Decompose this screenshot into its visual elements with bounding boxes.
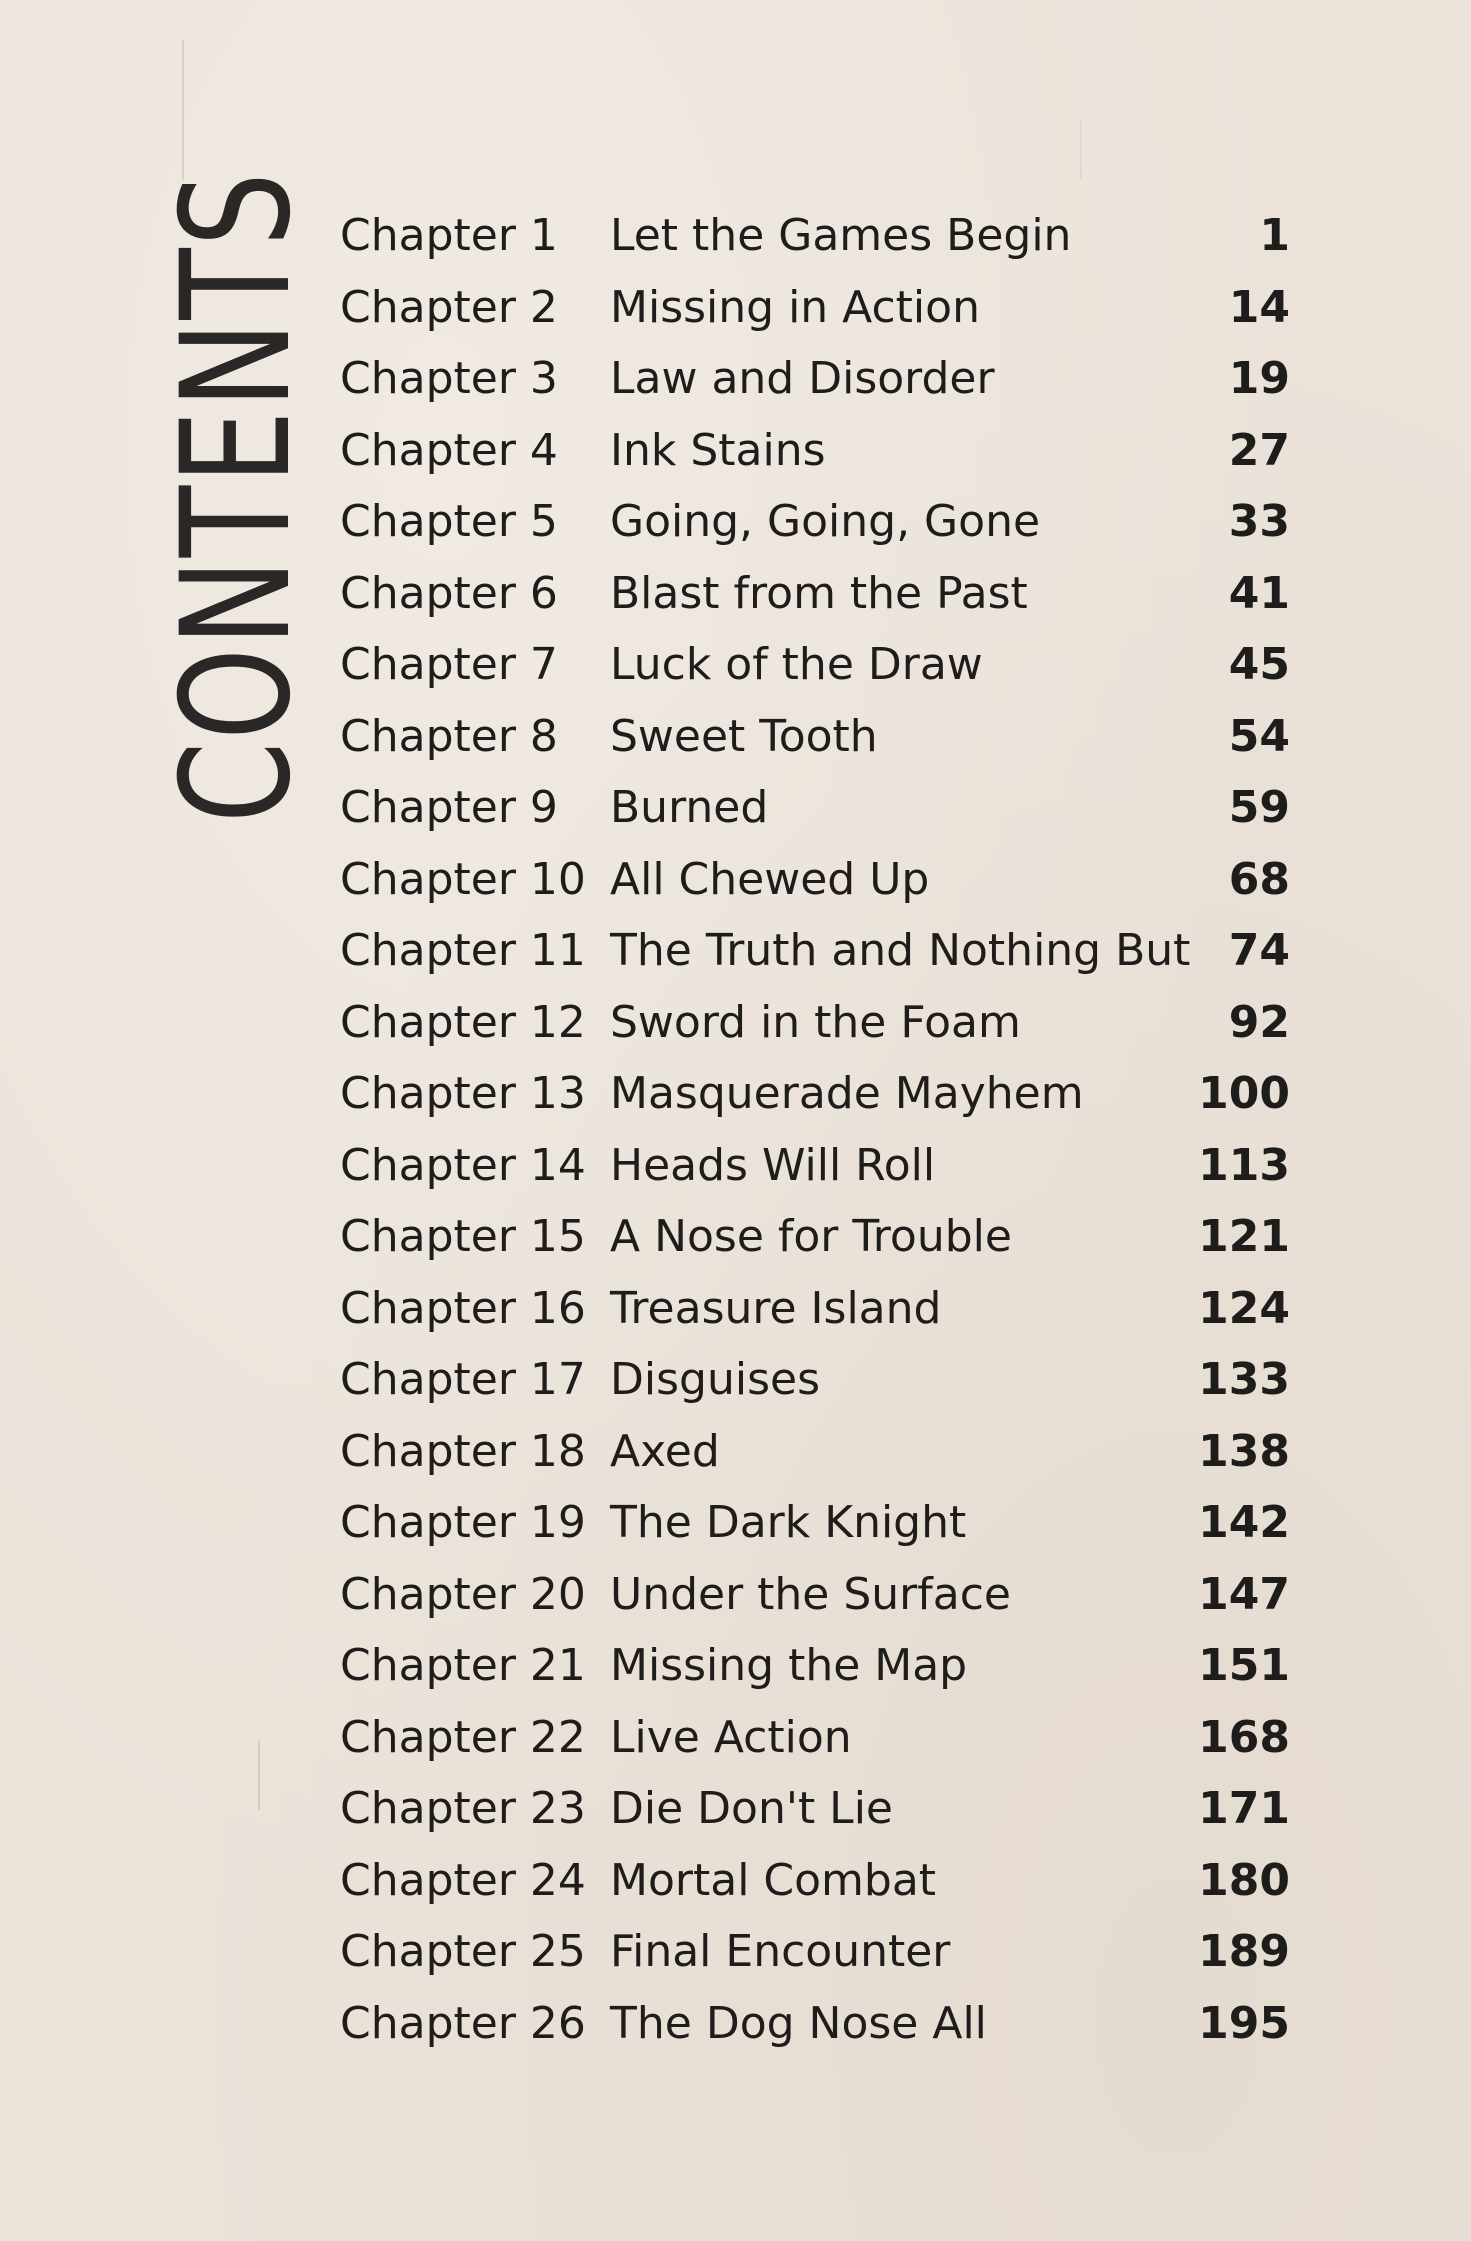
chapter-number: Chapter 15 <box>340 1211 586 1262</box>
chapter-title: Die Don't Lie <box>610 1783 893 1834</box>
chapter-number: Chapter 11 <box>340 925 586 976</box>
chapter-number: Chapter 26 <box>340 1997 586 2049</box>
chapter-number: Chapter 17 <box>340 1354 586 1405</box>
chapter-number: Chapter 12 <box>340 996 586 1048</box>
page-number: 45 <box>1228 639 1290 690</box>
chapter-title: The Dark Knight <box>610 1497 967 1548</box>
chapter-number: Chapter 13 <box>340 1068 586 1119</box>
chapter-title: Treasure Island <box>610 1282 942 1334</box>
toc-row[interactable] <box>340 915 1290 987</box>
page-number: 68 <box>1228 853 1290 905</box>
toc-row[interactable] <box>340 1201 1290 1273</box>
toc-row[interactable] <box>340 558 1290 630</box>
contents-heading-text: CONTENTS <box>150 170 324 824</box>
chapter-number: Chapter 23 <box>340 1783 586 1834</box>
page-number: 33 <box>1228 496 1290 547</box>
contents-heading-block <box>150 170 324 824</box>
toc-row[interactable] <box>340 1273 1290 1345</box>
chapter-title: Blast from the Past <box>610 567 1028 619</box>
chapter-number: Chapter 19 <box>340 1497 586 1548</box>
page-number: 171 <box>1198 1783 1290 1834</box>
toc-row[interactable] <box>340 987 1290 1059</box>
chapter-title: Final Encounter <box>610 1926 951 1977</box>
toc-row[interactable] <box>340 200 1290 272</box>
chapter-number: Chapter 24 <box>340 1854 586 1906</box>
toc-row[interactable] <box>340 1058 1290 1130</box>
toc-row[interactable] <box>340 1630 1290 1702</box>
chapter-title: Burned <box>610 782 769 833</box>
chapter-title: Axed <box>610 1425 720 1477</box>
page-number: 195 <box>1198 1997 1290 2049</box>
chapter-title: All Chewed Up <box>610 853 930 905</box>
chapter-number: Chapter 4 <box>340 424 558 476</box>
page-number: 189 <box>1198 1926 1290 1977</box>
chapter-title: Sweet Tooth <box>610 710 878 762</box>
chapter-title: Mortal Combat <box>610 1854 937 1906</box>
toc-row[interactable] <box>340 1344 1290 1416</box>
chapter-number: Chapter 25 <box>340 1926 586 1977</box>
page-number: 54 <box>1228 710 1290 762</box>
toc-row[interactable] <box>340 343 1290 415</box>
toc-row[interactable] <box>340 1845 1290 1917</box>
chapter-title: The Dog Nose All <box>610 1997 987 2049</box>
chapter-title: Under the Surface <box>610 1568 1011 1620</box>
toc-row[interactable] <box>340 1416 1290 1488</box>
chapter-title: Live Action <box>610 1711 852 1763</box>
toc-row[interactable] <box>340 1130 1290 1202</box>
page-number: 27 <box>1228 424 1290 476</box>
chapter-title: Heads Will Roll <box>610 1139 936 1191</box>
chapter-title: Going, Going, Gone <box>610 496 1041 547</box>
chapter-title: Ink Stains <box>610 424 826 476</box>
chapter-number: Chapter 10 <box>340 853 586 905</box>
page-number: 180 <box>1198 1854 1290 1906</box>
chapter-number: Chapter 9 <box>340 782 558 833</box>
page-number: 14 <box>1228 281 1290 333</box>
toc-row[interactable] <box>340 701 1290 773</box>
chapter-number: Chapter 22 <box>340 1711 586 1763</box>
toc-row[interactable] <box>340 1487 1290 1559</box>
page-number: 151 <box>1198 1640 1290 1691</box>
toc-row[interactable] <box>340 772 1290 844</box>
chapter-number: Chapter 3 <box>340 353 558 404</box>
chapter-number: Chapter 7 <box>340 639 558 690</box>
chapter-title: Missing in Action <box>610 281 980 333</box>
chapter-title: Disguises <box>610 1354 820 1405</box>
page-number: 41 <box>1228 567 1290 619</box>
chapter-number: Chapter 2 <box>340 281 558 333</box>
chapter-title: The Truth and Nothing But <box>610 925 1191 976</box>
chapter-number: Chapter 8 <box>340 710 558 762</box>
page-crease-mark <box>258 1740 260 1810</box>
toc-row[interactable] <box>340 486 1290 558</box>
page-number: 147 <box>1198 1568 1290 1620</box>
page-number: 74 <box>1228 925 1290 976</box>
page-number: 100 <box>1198 1068 1290 1119</box>
chapter-title: Missing the Map <box>610 1640 968 1691</box>
toc-row[interactable] <box>340 1559 1290 1631</box>
page-number: 59 <box>1228 782 1290 833</box>
page-number: 92 <box>1228 996 1290 1048</box>
toc-row[interactable] <box>340 629 1290 701</box>
chapter-number: Chapter 18 <box>340 1425 586 1477</box>
table-of-contents <box>340 200 1290 2059</box>
toc-row[interactable] <box>340 1702 1290 1774</box>
chapter-title: Masquerade Mayhem <box>610 1068 1084 1119</box>
toc-row[interactable] <box>340 1916 1290 1988</box>
chapter-title: Sword in the Foam <box>610 996 1021 1048</box>
page-number: 19 <box>1228 353 1290 404</box>
chapter-title: Law and Disorder <box>610 353 995 404</box>
toc-row[interactable] <box>340 1988 1290 2060</box>
page-number: 142 <box>1198 1497 1290 1548</box>
page-crease-mark <box>1080 120 1082 180</box>
chapter-number: Chapter 1 <box>340 210 558 261</box>
page-number: 138 <box>1198 1425 1290 1477</box>
chapter-title: A Nose for Trouble <box>610 1211 1012 1262</box>
toc-row[interactable] <box>340 415 1290 487</box>
chapter-title: Let the Games Begin <box>610 210 1072 261</box>
toc-row[interactable] <box>340 272 1290 344</box>
page-number: 133 <box>1198 1354 1290 1405</box>
page-number: 168 <box>1198 1711 1290 1763</box>
chapter-number: Chapter 21 <box>340 1640 586 1691</box>
page-number: 121 <box>1198 1211 1290 1262</box>
chapter-number: Chapter 16 <box>340 1282 586 1334</box>
chapter-number: Chapter 14 <box>340 1139 586 1191</box>
chapter-number: Chapter 20 <box>340 1568 586 1620</box>
page-number: 1 <box>1259 210 1290 261</box>
page-number: 124 <box>1198 1282 1290 1334</box>
chapter-title: Luck of the Draw <box>610 639 983 690</box>
contents-heading <box>150 79 324 915</box>
page-number: 113 <box>1198 1139 1290 1191</box>
toc-row[interactable] <box>340 844 1290 916</box>
chapter-number: Chapter 5 <box>340 496 558 547</box>
chapter-number: Chapter 6 <box>340 567 558 619</box>
toc-row[interactable] <box>340 1773 1290 1845</box>
